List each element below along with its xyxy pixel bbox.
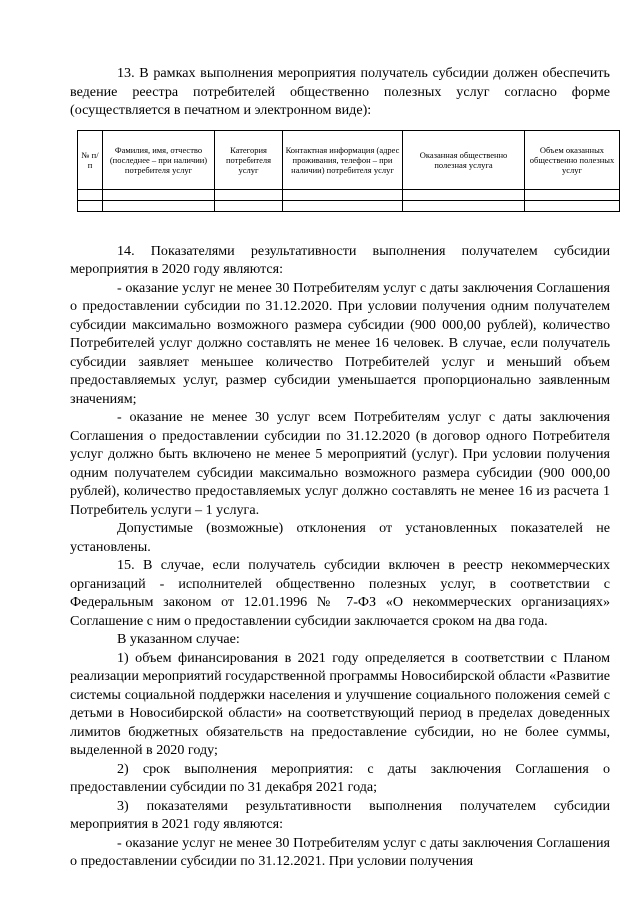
table-header-row — [78, 130, 620, 189]
table-cell — [283, 189, 403, 200]
table-row — [78, 189, 620, 200]
table-cell — [78, 200, 103, 211]
paragraph-15-item-3-consumers: - оказание услуг не менее 30 Потребителям услуг с даты заключения Соглашения о предоставлении субсидии по 31.12.2021. При условии получения — [70, 834, 610, 869]
paragraph-14-item-services: - оказание не менее 30 услуг всем Потребителям услуг с даты заключения Соглашения о предоставлении субсидии по 31.12.2020 (в договор одного Потребителя услуг должно быть включено не менее 5 мероприятий (услуг). При условии получения одним получателем субсидии максимально возможного размера субсидии (900 000,00 рублей), количество предоставляемых услуг должно составлять не менее 16 из расчета 1 Потребитель услуги – 1 услуга. — [70, 409, 610, 518]
document-page — [70, 64, 615, 871]
paragraph-15-item-3: 3) показателями результативности выполнения получателем субсидии мероприятия в 2021 году являются: — [70, 797, 610, 832]
table-cell — [103, 200, 215, 211]
col-contact-header: Контактная информация (адрес проживания, телефон – при наличии) потребителя услуг — [283, 130, 403, 189]
col-service-header: Оказанная общественно полезная услуга — [403, 130, 525, 189]
table-cell — [103, 189, 215, 200]
table-row — [78, 200, 620, 211]
paragraph-14: 14. Показателями результативности выполнения получателем субсидии мероприятия в 2020 году являются: — [70, 242, 610, 277]
col-category-header: Категория потребителя услуг — [215, 130, 283, 189]
paragraph-14-item-consumers: - оказание услуг не менее 30 Потребителям услуг с даты заключения Соглашения о предоставлении субсидии по 31.12.2020. При условии получения одним получателем субсидии максимально возможного размера субсидии (900 000,00 рублей), количество Потребителей услуг должно составлять не менее 16 человек. В случае, если получатель субсидии заявляет меньшее количество Потребителей услуг и меньший объем предоставляемых услуг, размер субсидии уменьшается пропорционально заявленным значениям; — [70, 279, 610, 407]
table-cell — [215, 200, 283, 211]
col-name-header: Фамилия, имя, отчество (последнее – при наличии) потребителя услуг — [103, 130, 215, 189]
table-cell — [525, 189, 620, 200]
paragraph-15-item-2: 2) срок выполнения мероприятия: с даты заключения Соглашения о предоставлении субсидии по 31 декабря 2021 года; — [70, 760, 610, 795]
table-cell — [283, 200, 403, 211]
table-cell — [78, 189, 103, 200]
col-number-header: № п/п — [78, 130, 103, 189]
col-volume-header: Объем оказанных общественно полезных услуг — [525, 130, 620, 189]
table-cell — [525, 200, 620, 211]
paragraph-15: 15. В случае, если получатель субсидии включен в реестр некоммерческих организаций - исполнителей общественно полезных услуг, в соответствии с Федеральным законом от 12.01.1996 № 7-ФЗ «О некоммерческих организациях» Соглашение с ним о предоставлении субсидии заключается сроком на два года. — [70, 557, 610, 629]
paragraph-13: 13. В рамках выполнения мероприятия получатель субсидии должен обеспечить ведение реестра потребителей общественно полезных услуг согласно форме (осуществляется в печатном и электронном виде): — [70, 65, 610, 118]
table-cell — [403, 200, 525, 211]
table-cell — [215, 189, 283, 200]
consumer-registry-table — [77, 130, 620, 212]
paragraph-15-item-1: 1) объем финансирования в 2021 году определяется в соответствии с Планом реализации мероприятий государственной программы Новосибирской области «Развитие системы социальной поддержки населения и улучшение социального положения семей с детьми в Новосибирской области» на соответствующий период в пределах доведенных лимитов бюджетных обязательств на предоставление субсидии, но не более суммы, выделенной в 2020 году; — [70, 649, 610, 758]
table-cell — [403, 189, 525, 200]
paragraph-14-deviations: Допустимые (возможные) отклонения от установленных показателей не установлены. — [70, 520, 610, 555]
paragraph-15-intro: В указанном случае: — [117, 631, 240, 647]
